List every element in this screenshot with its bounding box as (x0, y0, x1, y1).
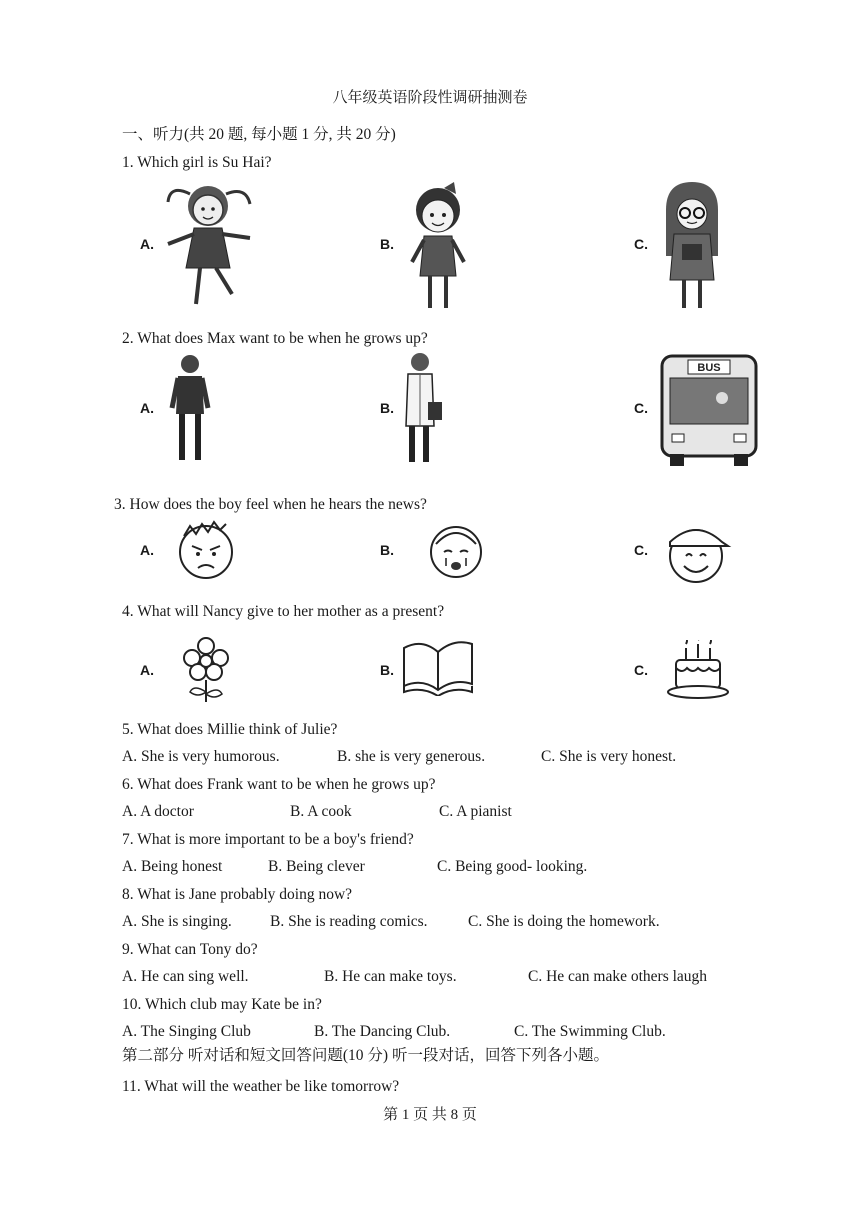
section-heading: 一、听力(共 20 题, 每小题 1 分, 共 20 分) (122, 126, 396, 143)
q1-option-a-label: A. (140, 236, 154, 252)
question-4-stem: 4. What will Nancy give to her mother as a present? (122, 603, 445, 620)
girl-running-icon (160, 176, 260, 314)
q5-option-b: B. she is very generous. (337, 748, 486, 765)
question-1-stem: 1. Which girl is Su Hai? (122, 154, 272, 171)
part-2-heading: 第二部分 听对话和短文回答问题(10 分) 听一段对话，回答下列各小题。 (122, 1047, 609, 1064)
question-10-stem: 10. Which club may Kate be in? (122, 996, 322, 1013)
q6-option-c: C. A pianist (439, 803, 512, 820)
doctor-icon (400, 350, 444, 468)
q8-option-c: C. She is doing the homework. (468, 913, 660, 930)
question-11-stem: 11. What will the weather be like tomorrow? (122, 1078, 400, 1095)
q8-option-a: A. She is singing. (122, 913, 232, 930)
q9-option-a: A. He can sing well. (122, 968, 249, 985)
question-2-stem: 2. What does Max want to be when he grows up? (122, 330, 428, 347)
q3-option-a-label: A. (140, 542, 154, 558)
q9-option-c: C. He can make others laugh (528, 968, 708, 985)
question-3-stem: 3. How does the boy feel when he hears the news? (114, 496, 427, 513)
q2-option-c-label: C. (634, 400, 648, 416)
q4-option-a-label: A. (140, 662, 154, 678)
bus-driver-icon (660, 354, 758, 468)
page-number: 第 1 页 共 8 页 (383, 1107, 477, 1123)
q6-option-a: A. A doctor (122, 803, 194, 820)
girl-with-glasses-icon (652, 180, 732, 314)
q9-option-b: B. He can make toys. (324, 968, 457, 985)
q3-option-c-label: C. (634, 542, 648, 558)
q2-option-b-label: B. (380, 400, 394, 416)
bus-sign-text: BUS (697, 362, 721, 374)
q1-option-c-label: C. (634, 236, 648, 252)
crying-face-icon (424, 518, 488, 582)
angry-face-icon (172, 518, 240, 582)
girl-with-bow-icon (398, 180, 478, 314)
q1-option-b-label: B. (380, 236, 394, 252)
book-icon (400, 636, 476, 696)
question-6-stem: 6. What does Frank want to be when he grows up? (122, 776, 436, 793)
page-title: 八年级英语阶段性调研抽测卷 (332, 90, 528, 106)
q7-option-b: B. Being clever (268, 858, 365, 875)
q4-option-b-label: B. (380, 662, 394, 678)
q7-option-a: A. Being honest (122, 858, 223, 875)
flower-icon (180, 636, 232, 704)
question-8-stem: 8. What is Jane probably doing now? (122, 886, 353, 903)
happy-face-icon (660, 520, 732, 586)
q5-option-c: C. She is very honest. (541, 748, 677, 765)
q8-option-b: B. She is reading comics. (270, 913, 428, 930)
question-9-stem: 9. What can Tony do? (122, 941, 258, 958)
q10-option-a: A. The Singing Club (122, 1023, 251, 1040)
q10-option-c: C. The Swimming Club. (514, 1023, 666, 1040)
q2-option-a-label: A. (140, 400, 154, 416)
q3-option-b-label: B. (380, 542, 394, 558)
birthday-cake-icon (666, 640, 730, 700)
q6-option-b: B. A cook (290, 803, 352, 820)
q7-option-c: C. Being good- looking. (437, 858, 588, 875)
question-7-stem: 7. What is more important to be a boy's friend? (122, 831, 414, 848)
q4-option-c-label: C. (634, 662, 648, 678)
man-standing-icon (168, 352, 212, 466)
question-5-stem: 5. What does Millie think of Julie? (122, 721, 338, 738)
q5-option-a: A. She is very humorous. (122, 748, 280, 765)
q10-option-b: B. The Dancing Club. (314, 1023, 451, 1040)
